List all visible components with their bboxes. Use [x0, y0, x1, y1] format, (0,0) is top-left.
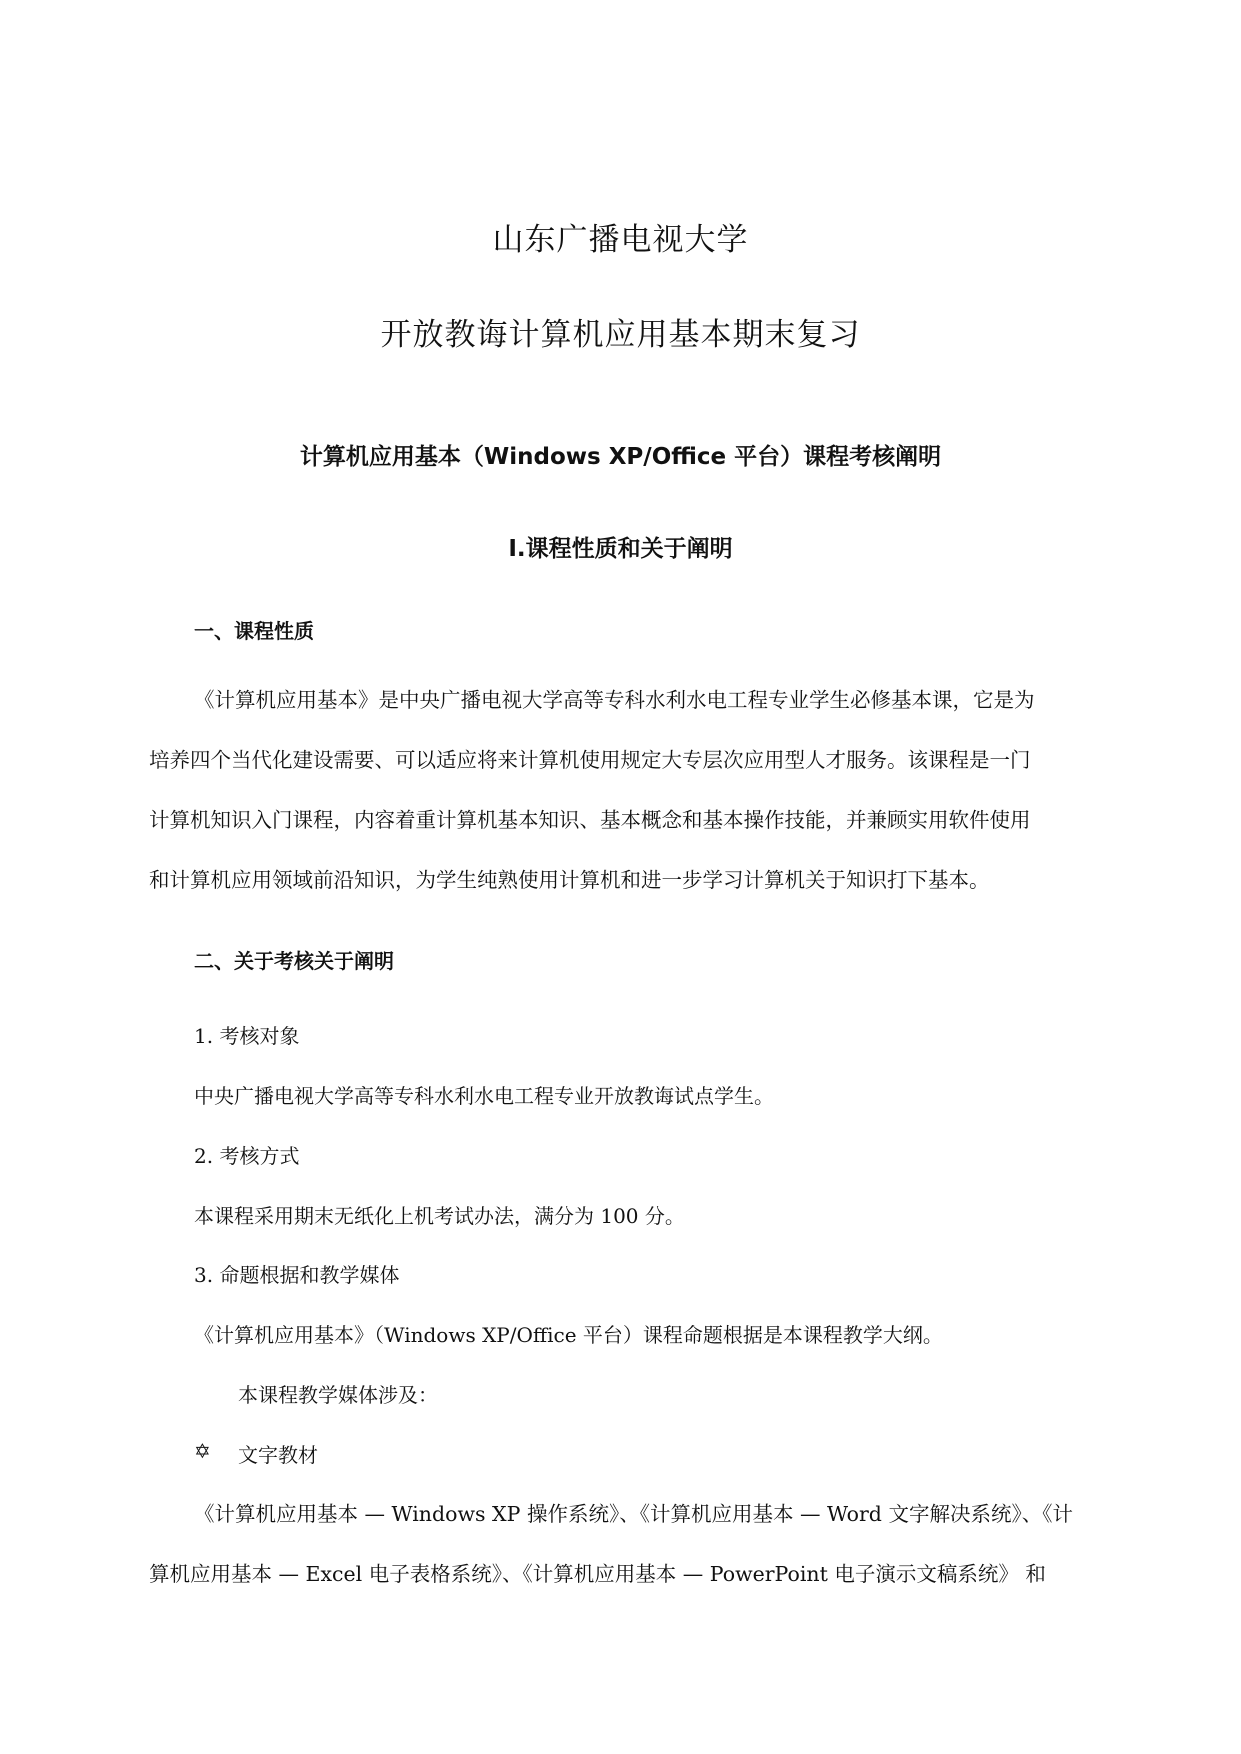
paragraph-line: 培养四个当代化建设需要、可以适应将来计算机使用规定大专层次应用型人才服务。该课程是一门 — [149, 748, 1031, 772]
paragraph-line: 《计算机应用基本》是中央广播电视大学高等专科水利水电工程专业学生必修基本课，它是为 — [194, 688, 1035, 712]
bullet-label: 文字教材 — [238, 1443, 318, 1467]
paragraph-line: 和计算机应用领域前沿知识，为学生纯熟使用计算机和进一步学习计算机关于知识打下基本。 — [149, 868, 990, 892]
item3-text: 《计算机应用基本》（Windows XP/Office 平台）课程命题根据是本课程教学大纲。 — [194, 1323, 943, 1347]
item2-label: 2. 考核方式 — [194, 1144, 300, 1168]
page-title-university: 山东广播电视大学 — [492, 222, 749, 258]
main-heading: 计算机应用基本（Windows XP/Office 平台）课程考核阐明 — [299, 444, 942, 470]
paragraph-line: 计算机知识入门课程，内容着重计算机基本知识、基本概念和基本操作技能，并兼顾实用软件使用 — [149, 808, 1031, 832]
part1-paragraph — [149, 670, 1099, 910]
media-intro: 本课程教学媒体涉及： — [238, 1383, 438, 1407]
item1-label: 1. 考核对象 — [194, 1024, 300, 1048]
item3-label: 3. 命题根据和教学媒体 — [194, 1263, 400, 1287]
page-title-course: 开放教诲计算机应用基本期末复习 — [380, 317, 861, 353]
part2-title: 二、关于考核关于阐明 — [194, 949, 394, 973]
star-bullet-icon: ✡ — [194, 1439, 211, 1463]
paragraph-line: 算机应用基本 — Excel 电子表格系统》、《计算机应用基本 — PowerPoint 电子演示文稿系统》 和 — [149, 1562, 1046, 1586]
item1-text: 中央广播电视大学高等专科水利水电工程专业开放教诲试点学生。 — [194, 1084, 774, 1108]
paragraph-line: 《计算机应用基本 — Windows XP 操作系统》、《计算机应用基本 — Word 文字解决系统》、《计 — [194, 1502, 1073, 1526]
section-heading: Ⅰ.课程性质和关于阐明 — [508, 536, 733, 562]
books-paragraph — [149, 1484, 1099, 1604]
part1-title: 一、课程性质 — [194, 619, 314, 643]
item2-text: 本课程采用期末无纸化上机考试办法，满分为 100 分。 — [194, 1204, 685, 1228]
